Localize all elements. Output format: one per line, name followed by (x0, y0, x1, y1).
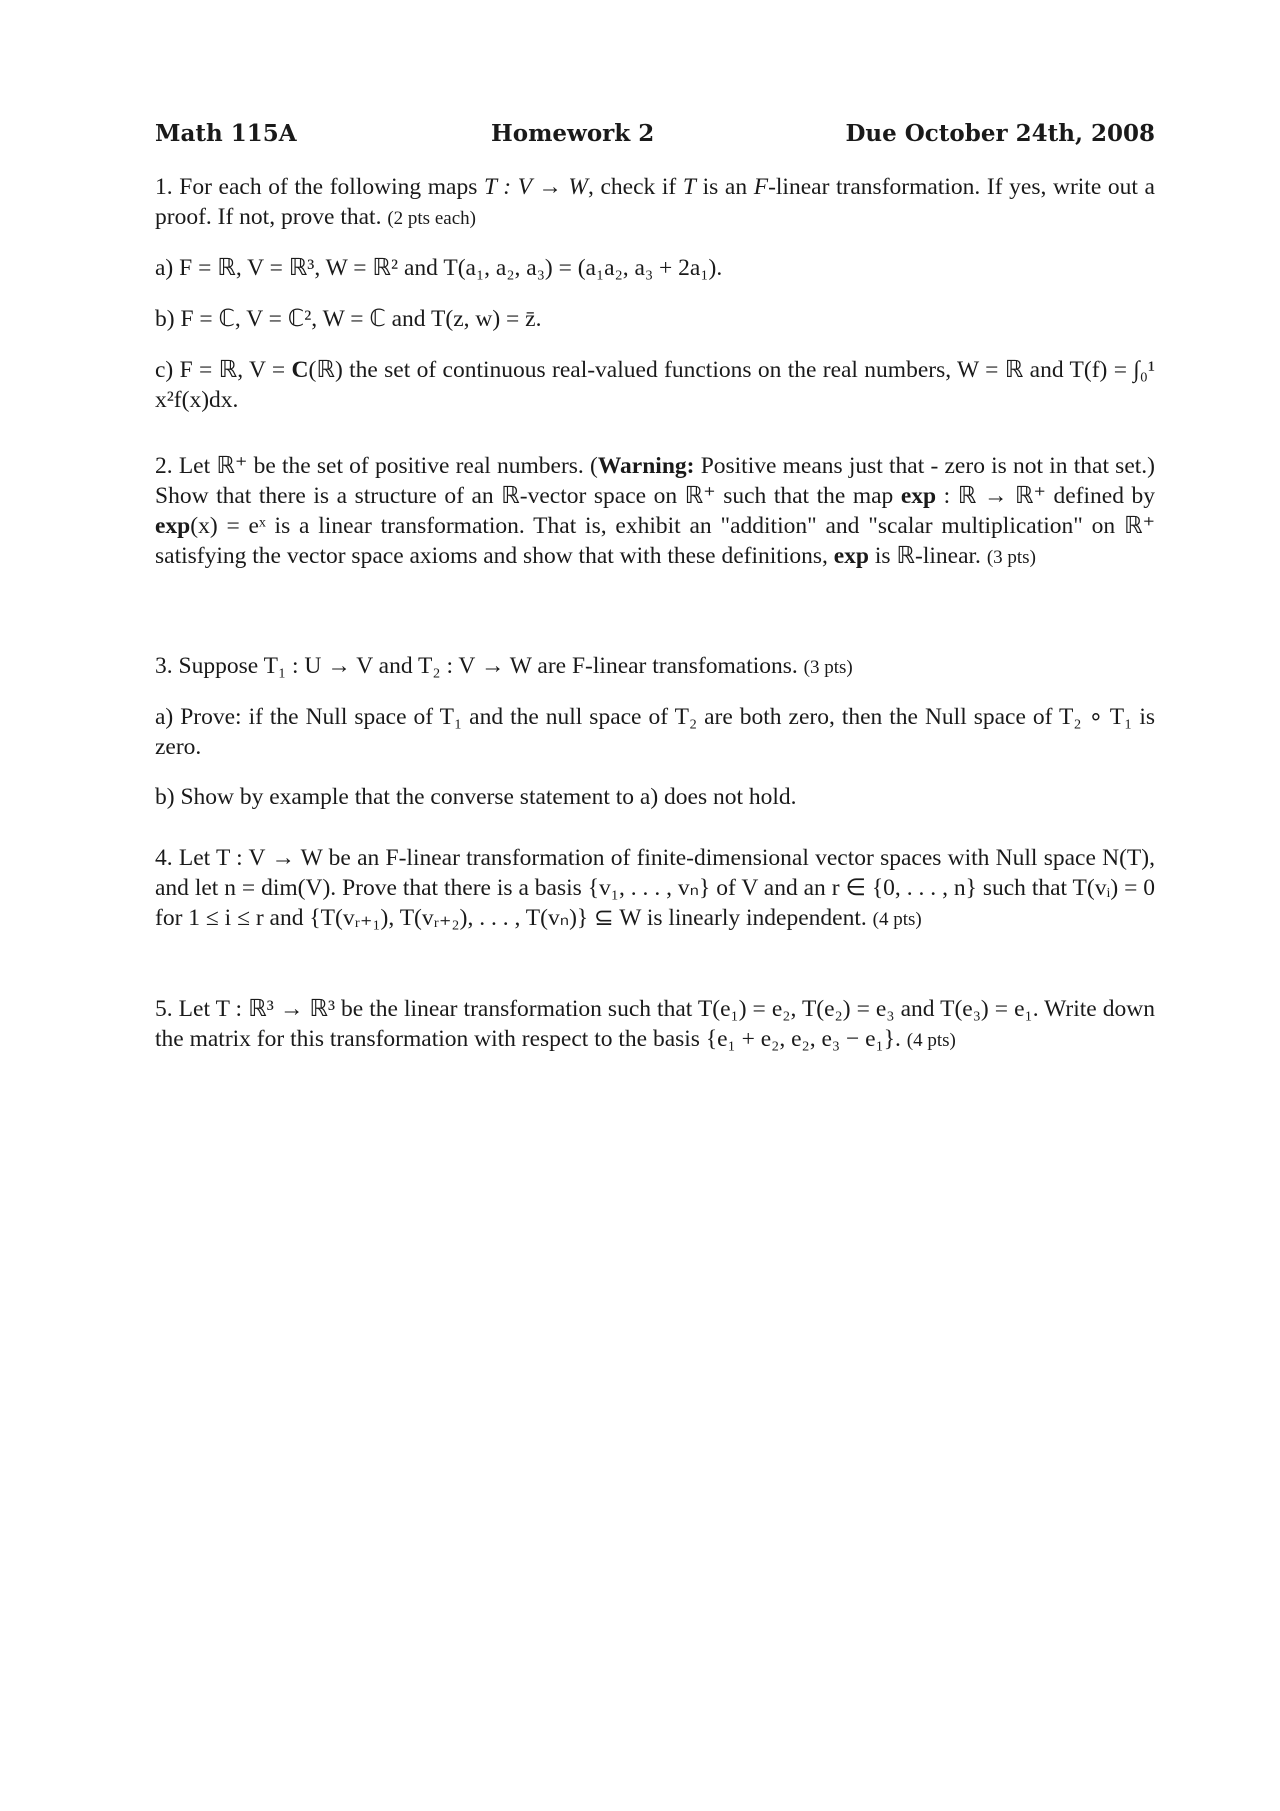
p5-text: 5. Let T : ℝ³ → ℝ³ be the linear transformation such that T(e₁) = e₂, T(e₂) = e₃ and T(e₃) = e₁. Write down the matrix for this transformation with respect to the basis {e₁ + e₂, e₂, e₃ − e₁}. (155, 996, 1155, 1052)
problem-1a: a) F = ℝ, V = ℝ³, W = ℝ² and T(a₁, a₂, a₃) = (a₁a₂, a₃ + 2a₁). (155, 255, 723, 281)
problem-4-points: (4 pts) (872, 909, 922, 930)
p1-map: T : V → W (483, 174, 588, 200)
due-date: Due October 24th, 2008 (845, 120, 1155, 147)
p1-intro-b: , check if (587, 174, 683, 200)
problem-1b: b) F = ℂ, V = ℂ², W = ℂ and T(z, w) = z̄. (155, 306, 542, 332)
course-name: Math 115A (155, 120, 297, 147)
problem-1-points: (2 pts each) (387, 208, 476, 229)
problem-5 (155, 994, 1155, 1056)
problem-3-intro (155, 651, 1155, 683)
assignment-title: Homework 2 (491, 120, 655, 147)
p2-exp-3: exp (833, 543, 869, 569)
problem-2-points: (3 pts) (986, 547, 1036, 568)
p2-t3: : ℝ → ℝ⁺ defined by (936, 483, 1155, 509)
p1-T: T (682, 174, 696, 200)
p2-exp-1: exp (900, 483, 937, 509)
p1-intro-c: is an (695, 174, 754, 200)
p3-intro: 3. Suppose T₁ : U → V and T₂ : V → W are F-linear transfomations. (155, 653, 798, 679)
problem-1-intro (155, 172, 1155, 234)
p2-t2: Positive means just that - zero is not in that set.) Show that there is a structure of an ℝ-vector space on ℝ⁺ such that the map (155, 453, 1155, 509)
p1-F: F (753, 174, 769, 200)
problem-2 (155, 451, 1155, 573)
p1-intro-a: 1. For each of the following maps (155, 174, 484, 200)
p2-t5: is ℝ-linear. (869, 543, 981, 569)
p1-intro-d: -linear transformation. If yes, write out a proof. If not, prove that. (155, 174, 1155, 230)
problem-3b: b) Show by example that the converse statement to a) does not hold. (155, 784, 797, 810)
problem-5-points: (4 pts) (906, 1030, 956, 1051)
problem-1c (155, 355, 1155, 415)
page-header (155, 120, 1155, 154)
p1c-a: c) F = ℝ, V = (155, 357, 292, 383)
p2-t1: 2. Let ℝ⁺ be the set of positive real numbers. ( (155, 453, 598, 479)
p4-text: 4. Let T : V → W be an F-linear transformation of finite-dimensional vector spaces with Null space N(T), and let n = dim(V). Prove that there is a basis {v₁, . . . , vₙ} of V and an r ∈ {0, . . . , n} such that T(vᵢ) = 0 for 1 ≤ i ≤ r and {T(vᵣ₊₁), T(vᵣ₊₂), . . . , T(vₙ)} ⊆ W is linearly independent. (155, 845, 1155, 931)
p2-exp-2: exp (155, 513, 191, 539)
p2-t4: (x) = eˣ is a linear transformation. That is, exhibit an "addition" and "scalar multiplication" on ℝ⁺ satisfying the vector space axioms and show that with these definitions, (155, 513, 1155, 569)
problem-3-points: (3 pts) (803, 657, 853, 678)
problem-3a: a) Prove: if the Null space of T₁ and the null space of T₂ are both zero, then the Null space of T₂ ∘ T₁ is zero. (155, 704, 1155, 760)
p1c-b: (ℝ) the set of continuous real-valued functions on the real numbers, W = ℝ and T(f) = ∫₀¹ x²f(x)dx. (155, 357, 1155, 413)
p1c-bold-C: C (291, 357, 309, 383)
problem-4 (155, 843, 1155, 935)
p2-warning: Warning: (597, 453, 695, 479)
